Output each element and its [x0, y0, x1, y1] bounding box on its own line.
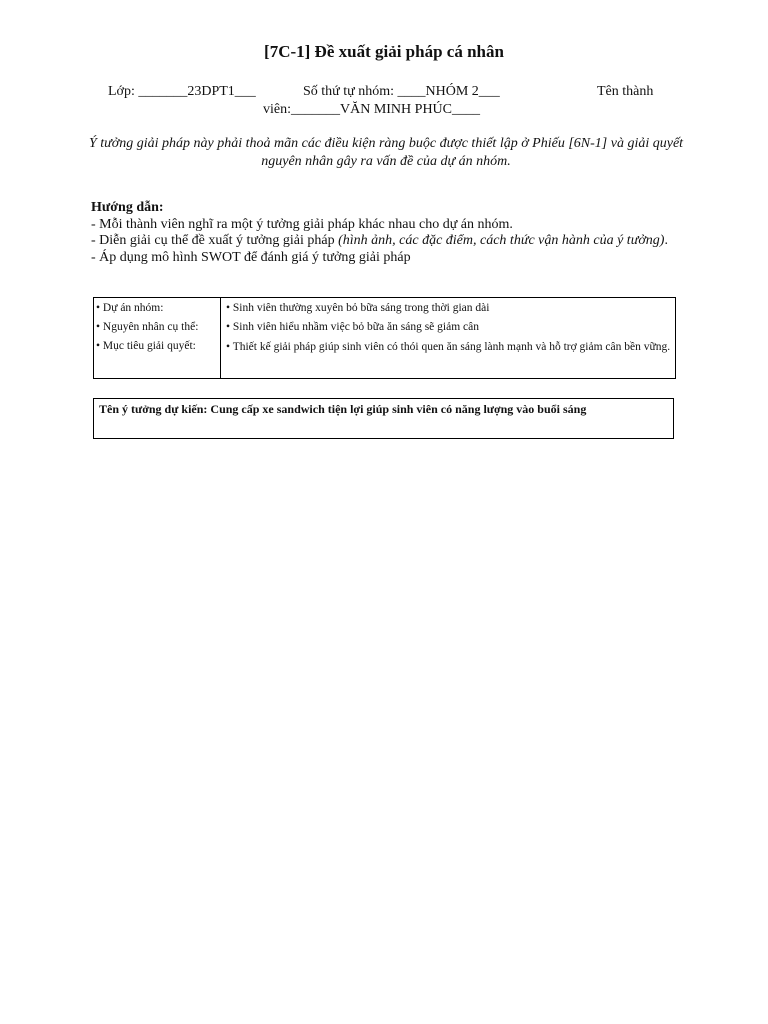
guide-line-2-text: - Diễn giải cụ thể đề xuất ý tưởng giải pháp	[91, 233, 339, 249]
criteria-table	[93, 297, 676, 379]
guide-line-1: - Mỗi thành viên nghĩ ra một ý tưởng giải pháp khác nhau cho dự án nhóm.	[91, 216, 513, 232]
table-row	[94, 298, 676, 379]
guide-line-3: - Áp dụng mô hình SWOT để đánh giá ý tưởng giải pháp	[91, 249, 411, 265]
guide-line-2	[91, 233, 711, 250]
label-cause: • Nguyên nhân cụ thể:	[96, 321, 199, 333]
intro-text: Ý tưởng giải pháp này phải thoả mãn các điều kiện ràng buộc được thiết lập ở Phiếu [6N-1] và giải quyết nguyên nhân gây ra vấn đề của dự án nhóm.	[88, 136, 684, 169]
label-goal: • Mục tiêu giải quyết:	[96, 340, 196, 352]
criteria-values-cell	[221, 298, 676, 379]
criteria-labels-cell	[94, 298, 221, 379]
idea-name-box: Tên ý tưởng dự kiến: Cung cấp xe sandwich tiện lợi giúp sinh viên có năng lượng vào buổi sáng	[93, 398, 674, 439]
group-field: Số thứ tự nhóm: ____NHÓM 2___	[303, 84, 500, 99]
value-goal: • Thiết kế giải pháp giúp sinh viên có thói quen ăn sáng lành mạnh và hỗ trợ giảm cân bền vững.	[226, 341, 671, 353]
member-label: Tên thành	[597, 84, 654, 99]
value-cause: • Sinh viên hiểu nhầm việc bỏ bữa ăn sáng sẽ giảm cân	[226, 321, 479, 333]
class-field: Lớp: _______23DPT1___	[108, 84, 256, 99]
value-project: • Sinh viên thường xuyên bỏ bữa sáng trong thời gian dài	[226, 302, 490, 314]
guide-line-2-italic: (hình ảnh, các đặc điểm, cách thức vận hành của ý tưởng)	[338, 233, 665, 249]
member-field: viên:_______VĂN MINH PHÚC____	[263, 102, 480, 117]
guide-line-2-end: .	[664, 233, 668, 249]
guide-section	[91, 200, 711, 266]
label-project: • Dự án nhóm:	[96, 302, 164, 314]
document-title: [7C-1] Đề xuất giải pháp cá nhân	[264, 42, 504, 61]
guide-heading: Hướng dẫn:	[91, 200, 164, 215]
